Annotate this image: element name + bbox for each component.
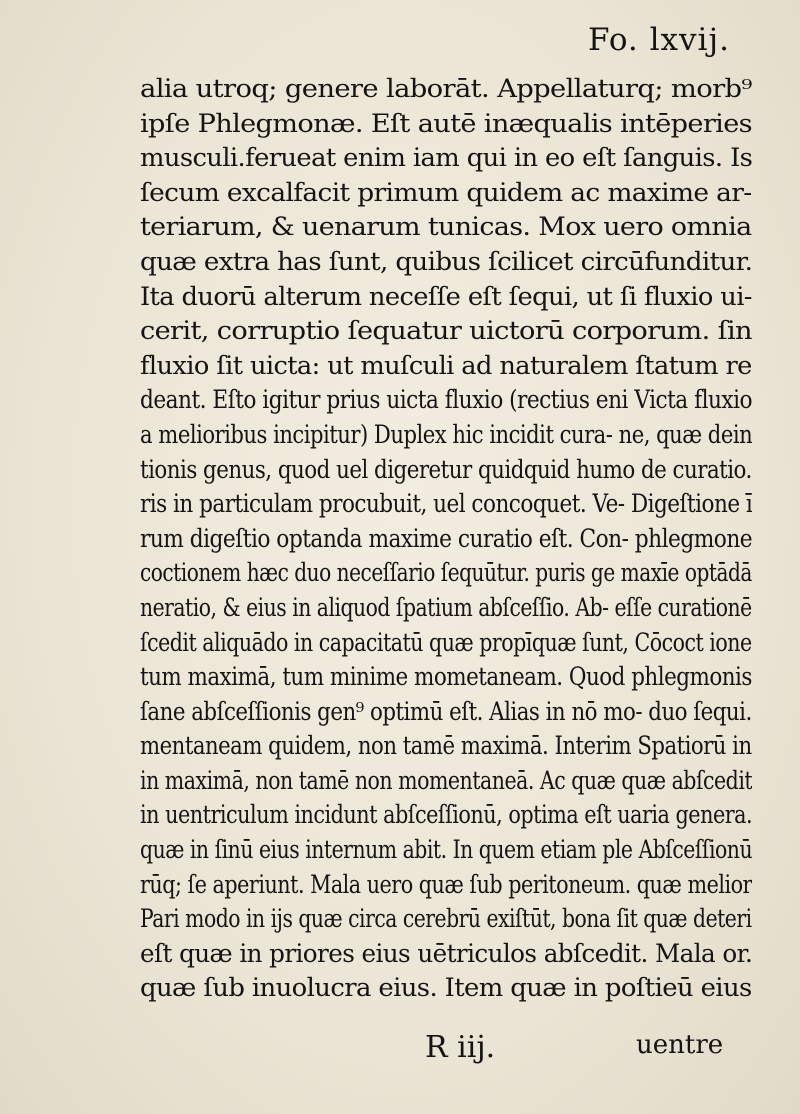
- text-line: ſcedit aliquādo in capacitatū quæ propīquæ ſunt, Cōcoct ione: [140, 627, 752, 657]
- text-line: eſt quæ in priores eius uētriculos abſcedit. Mala or.: [140, 938, 752, 968]
- text-line: in uentriculum incidunt abſceſſionū, optima eſt uaria genera.: [140, 800, 752, 830]
- text-line: ris in particulam procubuit, uel concoquet. Ve- Digeſtione ī: [140, 489, 752, 519]
- text-line: cerit, corruptio ſequatur uictorū corporum. ſin: [140, 316, 752, 346]
- text-line: deant. Eſto igitur prius uicta fluxio (rectius eni Victa fluxio: [140, 385, 752, 415]
- text-line: neratio, & eius in aliquod ſpatium abſceſſio. Ab- eſſe curationē: [140, 592, 752, 622]
- text-line: quæ in ſinū eius internum abit. In quem etiam ple Abſceſſionū: [140, 835, 752, 865]
- text-line: quæ extra has ſunt, quibus ſcilicet circūfunditur.: [140, 246, 752, 276]
- signature-mark: R iij.: [425, 1030, 496, 1065]
- text-line: quæ ſub inuolucra eius. Item quæ in poſtieū eius: [140, 973, 752, 1003]
- text-line: in maximā, non tamē non momentaneā. Ac quæ quæ abſcedit: [140, 765, 752, 795]
- text-line: tionis genus, quod uel digeretur quidquid humo de curatio.: [140, 454, 752, 484]
- text-line: musculi.ferueat enim iam qui in eo eſt ſanguis. Is: [140, 143, 752, 173]
- text-line: fluxio ſit uicta: ut muſculi ad naturalem ſtatum re: [140, 350, 752, 380]
- text-line: a melioribus incipitur) Duplex hic incidit cura- ne, quæ dein: [140, 419, 752, 449]
- text-line: ſecum excalfacit primum quidem ac maxime ar-: [140, 177, 752, 207]
- text-line: tum maximā, tum minime mometaneam. Quod phlegmonis: [140, 662, 752, 692]
- text-line: ſane abſceſſionis gen⁹ optimū eſt. Alias in nō mo- duo ſequi.: [140, 696, 752, 726]
- text-line: mentaneam quidem, non tamē maximā. Interim Spatiorū in: [140, 731, 752, 761]
- text-line: Ita duorū alterum neceſſe eſt ſequi, ut ſi fluxio ui-: [140, 281, 752, 311]
- text-line: rum digeſtio optanda maxime curatio eſt. Con- phlegmone: [140, 523, 752, 553]
- text-line: coctionem hæc duo neceſſario ſequūtur. puris ge maxīe optādā: [140, 558, 752, 588]
- page-body-text: [140, 72, 752, 1006]
- text-line: teriarum, & uenarum tunicas. Mox uero omnia: [140, 212, 752, 242]
- text-line: Pari modo in ijs quæ circa cerebrū exiſtūt, bona ſit quæ deteri: [140, 904, 752, 934]
- folio-number: Fo. lxvij.: [588, 22, 730, 58]
- text-line: rūq; ſe aperiunt. Mala uero quæ ſub peritoneum. quæ melior: [140, 869, 752, 899]
- catchword: uentre: [636, 1030, 724, 1060]
- text-line: alia utroq; genere laborāt. Appellaturq; morb⁹: [140, 74, 752, 103]
- text-line: ipſe Phlegmonæ. Eſt autē inæqualis intēperies: [140, 108, 752, 138]
